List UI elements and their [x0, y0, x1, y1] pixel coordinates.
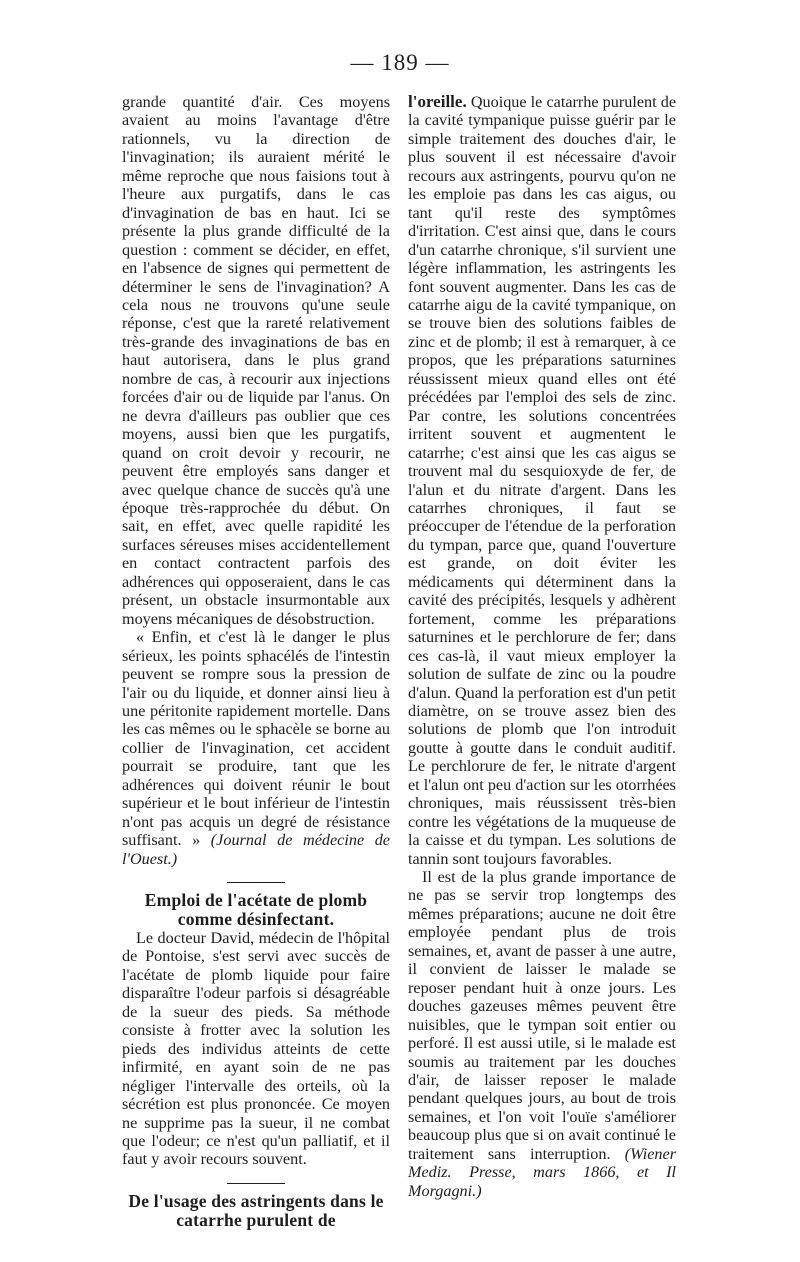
- paragraph-astringents: [408, 93, 676, 868]
- paragraph-invagination-continued: grande quantité d'air. Ces moyens avaient au moins l'avantage d'être rationnels, vu la direction de l'invagination; ils auraient mérité le même reproche que nous faisions tout à l'heure aux purgatifs, dans le cas d'invagination de bas en haut. Ici se présente la plus grande difficulté de la question : comment se décider, en effet, en l'absence de signes qui permettent de déterminer le sens de l'invagination? A cela nous ne trouvons qu'une seule réponse, c'est que la rareté relativement très-grande des invaginations de bas en haut autorisera, dans le plus grand nombre de cas, à recourir aux injections forcées d'air ou de liquide par l'anus. On ne devra d'ailleurs pas oublier que ces moyens, aussi bien que les purgatifs, quand on croit devoir y recourir, ne peuvent être employés sans danger et avec quelque chance de succès qu'à une époque très-rapprochée du début. On sait, en effet, avec quelle rapidité les surfaces séreuses mises accidentellement en contact contractent parfois des adhérences qui opposeraient, dans le cas présent, un obstacle insurmontable aux moyens mécaniques de désobstruction.: [122, 93, 390, 628]
- section-heading-astringents: De l'usage des astringents dans le catarrhe purulent de: [128, 1190, 384, 1230]
- section-heading-acetate: Emploi de l'acétate de plomb comme désinfectant.: [144, 890, 368, 930]
- section-divider: [227, 1183, 285, 1184]
- page-number: — 189 —: [350, 50, 450, 75]
- source-citation: (Wiener Mediz. Presse, mars 1866, et Il Morgagni.): [408, 1144, 677, 1200]
- paragraph-quote-danger: [122, 628, 390, 868]
- section-divider: [227, 882, 285, 883]
- paragraph-acetate: Le docteur David, médecin de l'hôpital de Pontoise, s'est servi avec succès de l'acétate de plomb liquide pour faire disparaître l'odeur parfois si désagréable de la sueur des pieds. Sa méthode consiste à frotter avec la solution les pieds des individus atteints de cette infirmité, en ayant soin de ne pas négliger l'intervalle des orteils, où la sécrétion est plus prononcée. Ce moyen ne supprime pas la sueur, il ne combat que l'odeur; ce n'est qu'un palliatif, et il faut y avoir recours souvent.: [122, 929, 390, 1169]
- section-heading-astringents-end: l'oreille.: [408, 92, 467, 111]
- quote-text: « Enfin, et c'est là le danger le plus sérieux, les points sphacélés de l'intestin peuvent se rompre sous la pression de l'air ou du liquide, et donner ainsi lieu à une péritonite rapidement mortelle. Dans les cas mêmes ou le sphacèle se borne au collier de l'invagination, cet accident pourrait se produire, tant que les adhérences qui doivent réunir le bout supérieur et le bout inférieur de l'intestin n'ont pas acquis un degré de résistance suffisant. »: [122, 628, 390, 850]
- importance-text: Il est de la plus grande importance de ne pas se servir trop longtemps des mêmes préparations; aucune ne doit être employée pendant plus de trois semaines, et, avant de passer à une autre, il convient de laisser le malade se reposer pendant huit à onze jours. Les douches gazeuses mêmes peuvent être nuisibles, que le tympan soit entier ou perforé. Il est aussi utile, si le malade est soumis au traitement par les douches d'air, de laisser reposer le malade pendant quelques jours, au bout de trois semaines, et l'on voit l'ouïe s'améliorer beaucoup plus que si on avait continué le traitement sans interruption.: [408, 868, 676, 1163]
- right-column: [408, 93, 676, 1200]
- astringents-text: Quoique le catarrhe purulent de la cavité tympanique puisse guérir par le simple traitement des douches d'air, le plus souvent il est nécessaire d'avoir recours aux astringents, pourvu qu'on ne les emploie pas dans les cas aigus, ou tant qu'il reste des symptômes d'irritation. C'est ainsi que, dans le cours d'un catarrhe chronique, s'il survient une légère inflammation, les astringents les font souvent augmenter. Dans les cas de catarrhe aigu de la cavité tympanique, on se trouve bien des solutions faibles de zinc et de plomb; il est à remarquer, à ce propos, que les préparations saturnines réussissent mieux quand elles ont été précédées par l'emploi des sels de zinc. Par contre, les solutions concentrées irritent souvent et augmentent le catarrhe; c'est ainsi que les cas aigus se trouvent mal du sesquioxyde de fer, de l'alun et du nitrate d'argent. Dans les catarrhes chroniques, il faut se préoccuper de l'étendue de la perforation du tympan, parce que, quand l'ouverture est grande, on doit éviter les médicaments qui déterminent dans la cavité des précipités, lesquels y adhèrent fortement, comme les préparations saturnines et le perchlorure de fer; dans ces cas-là, il vaut mieux employer la solution de sulfate de zinc ou la poudre d'alun. Quand la perforation est d'un petit diamètre, on se trouve assez bien des solutions de plomb que l'on introduit goutte à goutte dans le conduit auditif. Le perchlorure de fer, le nitrate d'argent et l'alun ont peu d'action sur les otorrhées chroniques, mais réussissent très-bien contre les végétations de la muqueuse de la caisse et du tympan. Les solutions de tannin sont toujours favorables.: [408, 93, 677, 868]
- left-column: [122, 93, 390, 1230]
- source-citation: (Journal de médecine de l'Ouest.): [122, 831, 390, 868]
- paragraph-importance: [408, 868, 676, 1200]
